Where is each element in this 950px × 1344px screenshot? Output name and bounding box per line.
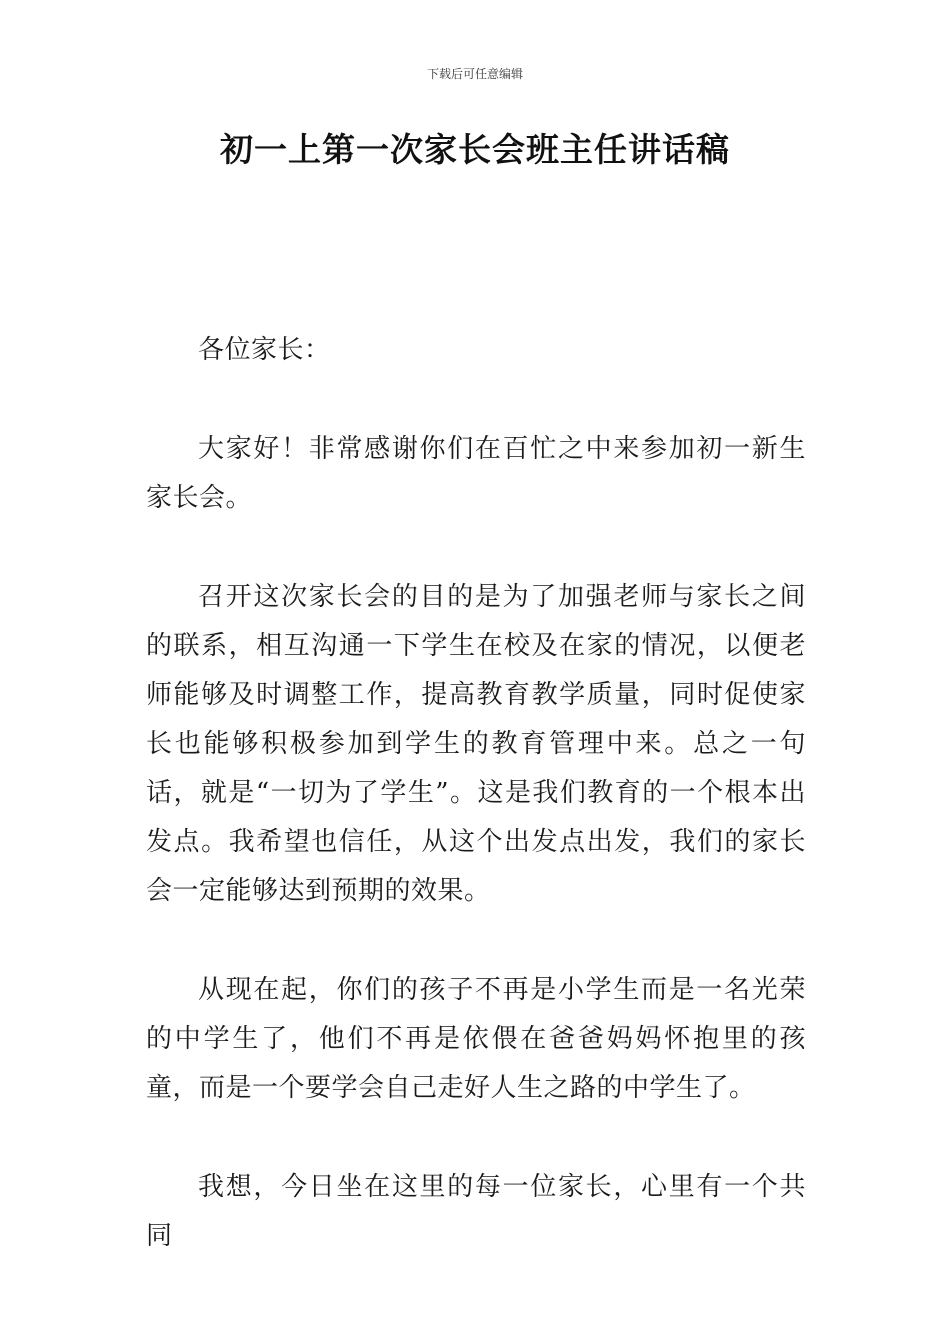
- document-body: [146, 326, 806, 1311]
- header-note: 下载后可任意编辑: [426, 67, 523, 81]
- paragraph-transition: 从现在起，你们的孩子不再是小学生而是一名光荣的中学生了，他们不再是依偎在爸爸妈妈怀抱里的孩童，而是一个要学会自己走好人生之路的中学生了。: [146, 975, 806, 1103]
- paragraph-greeting: 各位家长：: [198, 335, 331, 365]
- paragraph-purpose: 召开这次家长会的目的是为了加强老师与家长之间的联系，相互沟通一下学生在校及在家的情况，以便老师能够及时调整工作，提高教育教学质量，同时促使家长也能够积极参加到学生的教育管理中来。总之一句话，就是“一切为了学生”。这是我们教育的一个根本出发点。我希望也信任，从这个出发点出发，我们的家长会一定能够达到预期的效果。: [146, 582, 806, 906]
- paragraph-welcome: 大家好！非常感谢你们在百忙之中来参加初一新生家长会。: [146, 434, 806, 513]
- document-title: 初一上第一次家长会班主任讲话稿: [220, 130, 730, 169]
- paragraph-closing: 我想，今日坐在这里的每一位家长，心里有一个共同: [146, 1172, 806, 1251]
